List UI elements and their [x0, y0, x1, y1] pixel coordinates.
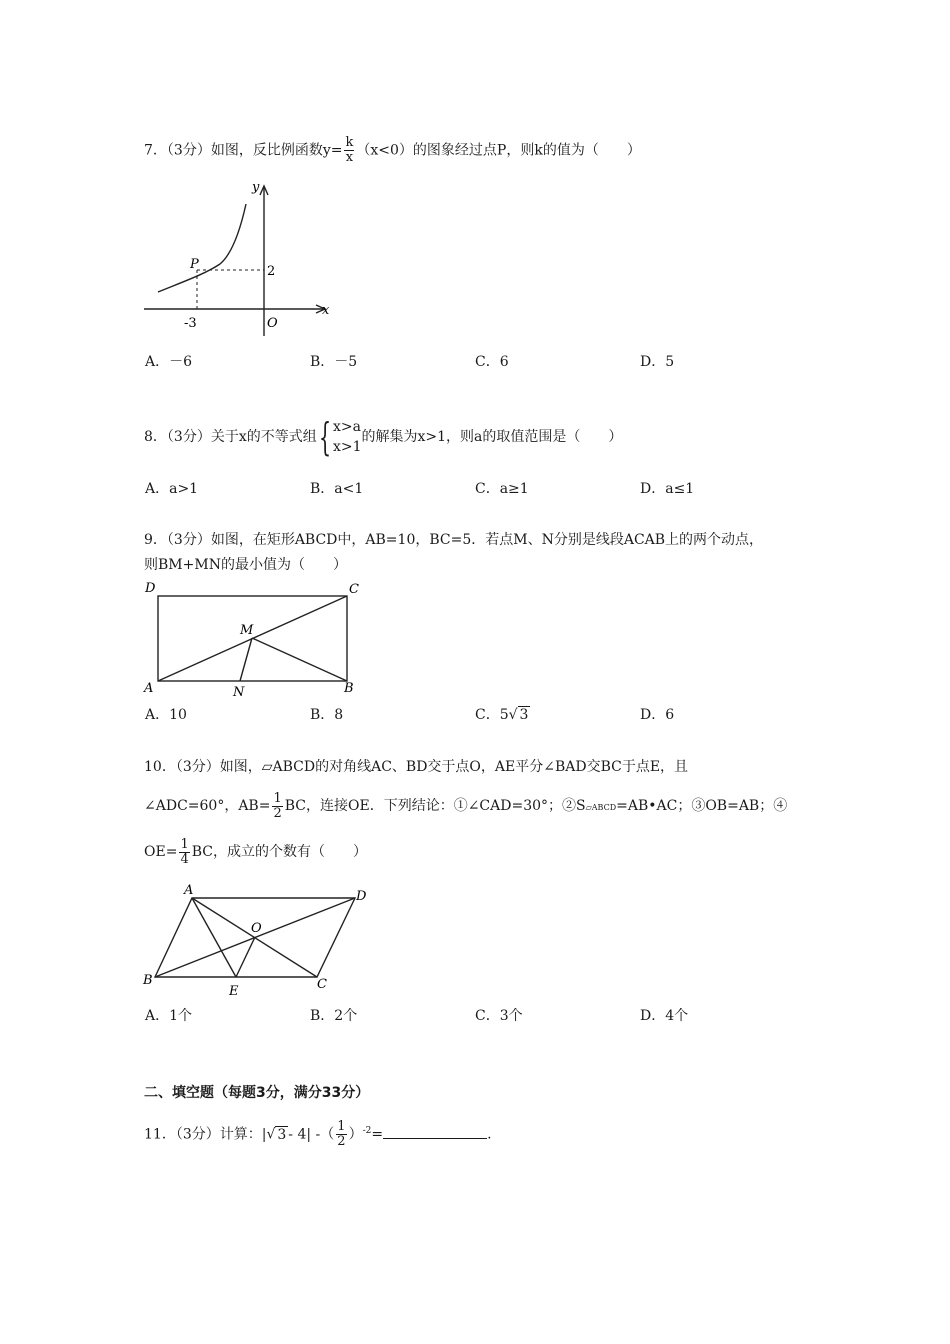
q7-option-b[interactable]: B．－5	[310, 354, 358, 370]
q7-option-d[interactable]: D．5	[640, 354, 675, 370]
point-m-label: M	[240, 623, 254, 638]
q10-option-c[interactable]: C．3个	[475, 1008, 523, 1024]
vertex-d-label: D	[145, 581, 156, 596]
q8-option-b[interactable]: B．a<1	[310, 481, 364, 497]
vertex-a-label: A	[144, 681, 154, 696]
vertex-c-label: C	[317, 977, 327, 992]
point-e-label: E	[229, 984, 239, 999]
q8-stem: 8．（3分）关于x的不等式组{ x>a x>1 的解集为x>1，则a的取值范围是（ ）	[144, 415, 623, 459]
fraction-one-quarter: $\frac{1}{4}$	[180, 836, 189, 867]
q9-stem-line2: 则BM+MN的最小值为（ ）	[144, 557, 347, 573]
fraction-one-half: $\frac{1}{2}$	[273, 790, 282, 821]
q8-option-d[interactable]: D．a≤1	[640, 481, 695, 497]
vertex-a-label: A	[184, 883, 194, 898]
system-brace-icon: {	[318, 415, 331, 459]
q9-stem-line1: 9．（3分）如图，在矩形ABCD中，AB=10，BC=5．若点M、N分别是线段ACAB上的两个动点，	[144, 532, 764, 548]
x-value-label: -3	[184, 316, 197, 331]
point-o-label: O	[251, 921, 262, 936]
q7-option-a[interactable]: A．－6	[145, 354, 193, 370]
answer-blank[interactable]	[383, 1124, 487, 1139]
q8-option-a[interactable]: A．a>1	[145, 481, 199, 497]
q8-option-c[interactable]: C．a≥1	[475, 481, 529, 497]
inequality-system: x>a x>1	[332, 419, 362, 455]
vertex-c-label: C	[349, 582, 359, 597]
q9-option-c[interactable]: C．5√ 3	[475, 707, 529, 723]
x-axis-label: x	[322, 303, 330, 318]
q10-option-d[interactable]: D．4个	[640, 1008, 689, 1024]
q9-option-d[interactable]: D．6	[640, 707, 675, 723]
fraction-k-over-x: $\frac{k}{x}$	[345, 135, 354, 165]
q9-option-a[interactable]: A．10	[145, 707, 187, 723]
y-value-label: 2	[267, 264, 276, 279]
q10-stem-line1: 10．（3分）如图，▱ABCD的对角线AC、BD交于点O，AE平分∠BAD交BC于点E，且	[144, 759, 689, 775]
fraction-one-half: $\frac{1}{2}$	[337, 1119, 346, 1150]
q10-stem-line2: ∠ADC=60°，AB= $\frac{1}{2}$ BC，连接OE．下列结论：①∠CAD=30°；②S▱ABCD=AB•AC；③OB=AB；④	[144, 790, 788, 821]
section-title: 二、填空题（每题3分，满分33分）	[144, 1085, 370, 1101]
q10-stem-line3: OE= $\frac{1}{4}$ BC，成立的个数有（ ）	[144, 836, 367, 867]
vertex-d-label: D	[356, 889, 367, 904]
vertex-b-label: B	[344, 681, 354, 696]
q7-hyperbola-graph	[140, 176, 340, 346]
q9-rectangle-figure	[140, 576, 370, 700]
q10-option-b[interactable]: B．2个	[310, 1008, 358, 1024]
origin-label: O	[267, 316, 278, 331]
q10-option-a[interactable]: A．1个	[145, 1008, 193, 1024]
q7-stem: 7．（3分）如图，反比例函数y= $\frac{k}{x}$ （x<0）的图象经过点P，则k的值为（ ）	[144, 135, 641, 165]
point-n-label: N	[233, 685, 245, 700]
point-p-label: P	[190, 257, 199, 272]
y-axis-label: y	[252, 180, 260, 195]
q9-option-b[interactable]: B．8	[310, 707, 344, 723]
vertex-b-label: B	[143, 973, 153, 988]
q7-option-c[interactable]: C．6	[475, 354, 509, 370]
q10-parallelogram-figure	[140, 880, 380, 1000]
q11-stem: 11．（3分）计算：|√ 3 - 4| -（ $\frac{1}{2}$ ）$^{-2}$= .	[144, 1119, 492, 1150]
